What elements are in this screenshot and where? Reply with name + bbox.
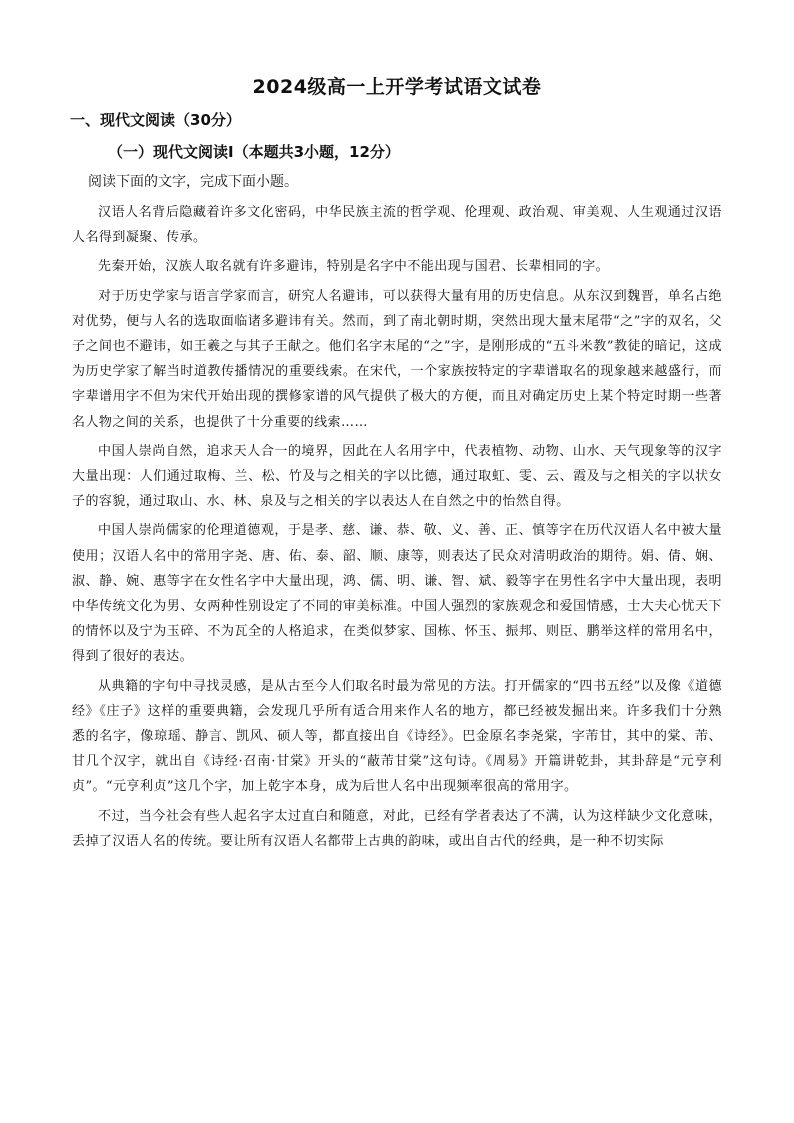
passage-paragraph-2: 先秦开始，汉族人取名就有许多避讳，特别是名字中不能出现与国君、长辈相同的字。 [98, 259, 610, 275]
subsection-heading: （一）现代文阅读Ⅰ（本题共3小题，12分） [108, 143, 400, 161]
passage-paragraph-6: 从典籍的字句中寻找灵感，是从古至今人们取名时最为常见的方法。打开儒家的“四书五经”以及像《道德经》《庄子》这样的重要典籍，会发现几乎所有适合用来作人名的地方，都已经被发掘出来。许多我们十分熟悉的名字，像琼瑶、静言、凯风、硕人等，都直接出自《诗经》。巴金原名李尧棠，字芾甘，其中的棠、芾、甘几个汉字，就出自《诗经·召南·甘棠》开头的“蔽芾甘棠”这句诗。《周易》开篇讲乾卦，其卦辞是“元亨利贞”。“元亨利贞”这几个字，加上乾字本身，成为后世人名中出现频率很高的常用字。 [72, 678, 722, 795]
passage-paragraph-7: 不过，当今社会有些人起名字太过直白和随意，对此，已经有学者表达了不满，认为这样缺少文化意味，丢掉了汉语人名的传统。要让所有汉语人名都带上古典的韵味，或出自古代的经典，是一种不切实际 [72, 808, 722, 849]
exam-title: 2024级高一上开学考试语文试卷 [252, 76, 542, 98]
section-heading: 一、现代文阅读（30分） [70, 111, 241, 129]
passage-paragraph-3: 对于历史学家与语言学家而言，研究人名避讳，可以获得大量有用的历史信息。从东汉到魏晋，单名占绝对优势，便与人名的选取面临诸多避讳有关。然而，到了南北朝时期，突然出现大量末尾带“之”字的双名，父子之间也不避讳，如王羲之与其子王献之。他们名字末尾的“之”字，是刚形成的“五斗米教”教徒的暗记，这成为历史学家了解当时道教传播情况的重要线索。在宋代，一个家族按特定的字辈谱取名的现象越来越盛行，而字辈谱用字不但为宋代开始出现的撰修家谱的风气提供了极大的方便，而且对确定历史上某个特定时期一些著名人物之间的关系，也提供了十分重要的线索…… [72, 288, 722, 430]
passage-paragraph-4: 中国人崇尚自然，追求天人合一的境界，因此在人名用字中，代表植物、动物、山水、天气现象等的汉字大量出现：人们通过取梅、兰、松、竹及与之相关的字以比德，通过取虹、雯、云、霞及与之相关的字以状女子的容貌，通过取山、水、林、泉及与之相关的字以表达人在自然之中的怡然自得。 [72, 443, 722, 510]
passage-paragraph-5: 中国人崇尚儒家的伦理道德观，于是孝、慈、谦、恭、敬、义、善、正、慎等字在历代汉语人名中被大量使用；汉语人名中的常用字尧、唐、佑、泰、韶、顺、康等，则表达了民众对清明政治的期待。娟、倩、娴、淑、静、婉、惠等字在女性名字中大量出现，鸿、儒、明、谦、智、斌、毅等字在男性名字中大量出现，表明中华传统文化为男、女两种性别设定了不同的审美标准。中国人强烈的家族观念和爱国情感，士大夫心忧天下的情怀以及宁为玉碎、不为瓦全的人格追求，在类似梦家、国栋、怀玉、振邦、则臣、鹏举这样的常用名中，得到了很好的表达。 [72, 523, 722, 665]
reading-instruction: 阅读下面的文字，完成下面小题。 [88, 174, 298, 190]
reading-passage [72, 200, 722, 858]
passage-paragraph-1: 汉语人名背后隐藏着许多文化密码，中华民族主流的哲学观、伦理观、政治观、审美观、人生观通过汉语人名得到凝聚、传承。 [72, 205, 722, 246]
